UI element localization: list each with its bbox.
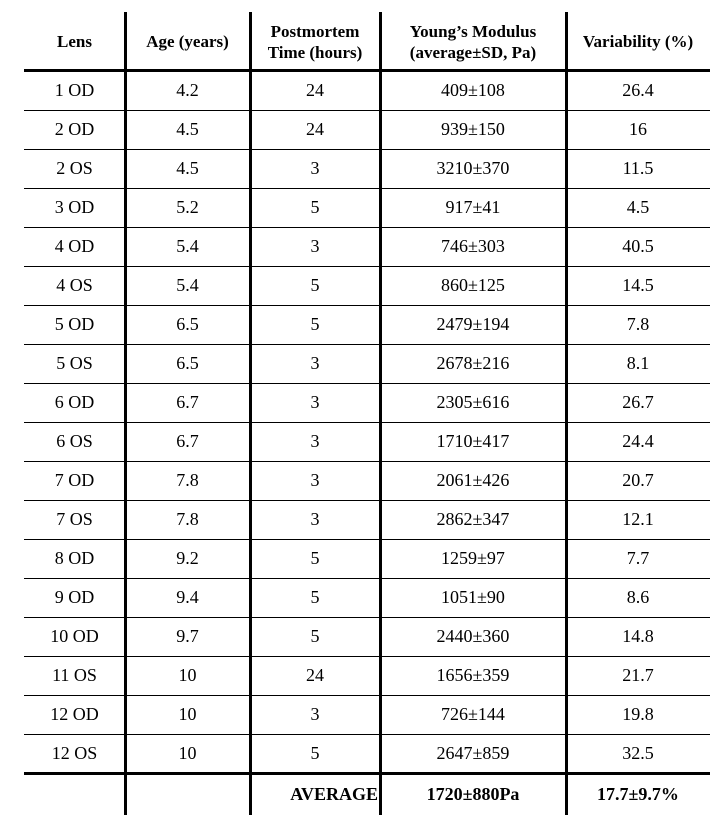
cell-youngs-modulus: 2305±616 (436, 392, 510, 412)
cell-age: 9.2 (176, 548, 199, 568)
cell-youngs-modulus: 2479±194 (436, 314, 510, 334)
cell-age: 6.5 (176, 314, 199, 334)
cell-variability: 8.1 (626, 353, 650, 373)
cell-lens: 11 OS (52, 665, 97, 685)
cell-postmortem-time: 24 (306, 80, 324, 100)
cell-variability: 16 (629, 119, 647, 139)
cell-lens: 7 OS (56, 509, 93, 529)
cell-variability: 24.4 (622, 431, 654, 451)
cell-youngs-modulus: 1051±90 (441, 587, 505, 607)
cell-variability: 40.5 (622, 236, 654, 256)
cell-postmortem-time: 5 (310, 548, 320, 568)
cell-lens: 12 OD (50, 704, 99, 724)
cell-postmortem-time: 3 (310, 353, 320, 373)
row-divider (24, 266, 710, 267)
header-lens: Lens (57, 32, 92, 51)
cell-variability: 14.8 (622, 626, 654, 646)
cell-variability: 8.6 (626, 587, 650, 607)
row-divider (24, 695, 710, 696)
cell-youngs-modulus: 1710±417 (436, 431, 510, 451)
cell-lens: 4 OD (54, 236, 95, 256)
cell-variability: 26.4 (622, 80, 654, 100)
cell-age: 5.4 (176, 275, 199, 295)
row-divider (24, 500, 710, 501)
cell-postmortem-time: 3 (310, 158, 320, 178)
row-divider (24, 578, 710, 579)
row-divider (24, 227, 710, 228)
cell-age: 6.7 (176, 431, 199, 451)
cell-age: 5.2 (176, 197, 199, 217)
cell-variability: 21.7 (622, 665, 654, 685)
cell-youngs-modulus: 1259±97 (441, 548, 505, 568)
cell-youngs-modulus: 860±125 (441, 275, 505, 295)
cell-variability: 26.7 (622, 392, 654, 412)
row-divider (24, 772, 710, 775)
cell-age: 5.4 (176, 236, 199, 256)
cell-lens: 9 OD (54, 587, 95, 607)
cell-youngs-modulus: 2678±216 (436, 353, 510, 373)
data-table (24, 12, 710, 815)
cell-youngs-modulus: 409±108 (441, 80, 505, 100)
row-divider (24, 110, 710, 111)
cell-postmortem-time: 3 (310, 431, 320, 451)
footer-average-variability: 17.7±9.7% (597, 783, 679, 804)
cell-variability: 14.5 (622, 275, 654, 295)
cell-lens: 3 OD (54, 197, 95, 217)
footer-average-modulus: 1720±880Pa (426, 783, 520, 804)
cell-postmortem-time: 5 (310, 275, 320, 295)
cell-postmortem-time: 3 (310, 470, 320, 490)
cell-lens: 5 OD (54, 314, 95, 334)
footer-blank-age (125, 773, 250, 815)
cell-youngs-modulus: 726±144 (441, 704, 505, 724)
cell-postmortem-time: 24 (306, 665, 324, 685)
row-divider (24, 734, 710, 735)
row-divider (24, 344, 710, 345)
cell-lens: 6 OS (56, 431, 93, 451)
cell-variability: 11.5 (622, 158, 654, 178)
cell-youngs-modulus: 2647±859 (436, 743, 510, 763)
cell-lens: 2 OD (54, 119, 95, 139)
cell-age: 9.7 (176, 626, 199, 646)
cell-postmortem-time: 24 (306, 119, 324, 139)
cell-variability: 20.7 (622, 470, 654, 490)
cell-youngs-modulus: 939±150 (441, 119, 505, 139)
cell-youngs-modulus: 2061±426 (436, 470, 510, 490)
cell-postmortem-time: 3 (310, 236, 320, 256)
row-divider (24, 69, 710, 72)
row-divider (24, 461, 710, 462)
cell-lens: 7 OD (54, 470, 95, 490)
cell-variability: 7.7 (626, 548, 650, 568)
header-age: Age (years) (146, 32, 229, 51)
cell-youngs-modulus: 2862±347 (436, 509, 510, 529)
cell-variability: 7.8 (626, 314, 650, 334)
row-divider (24, 656, 710, 657)
cell-postmortem-time: 5 (310, 743, 320, 763)
cell-postmortem-time: 3 (310, 509, 320, 529)
footer-blank-lens (24, 773, 125, 815)
cell-lens: 10 OD (50, 626, 99, 646)
header-postmortem-time: Postmortem Time (hours) (267, 21, 363, 62)
cell-youngs-modulus: 3210±370 (436, 158, 510, 178)
header-youngs-modulus: Young’s Modulus (average±SD, Pa) (409, 21, 537, 62)
row-divider (24, 149, 710, 150)
cell-youngs-modulus: 1656±359 (436, 665, 510, 685)
cell-age: 7.8 (176, 470, 199, 490)
cell-variability: 32.5 (622, 743, 654, 763)
cell-postmortem-time: 3 (310, 704, 320, 724)
cell-lens: 4 OS (56, 275, 93, 295)
cell-postmortem-time: 5 (310, 587, 320, 607)
row-divider (24, 539, 710, 540)
cell-postmortem-time: 5 (310, 197, 320, 217)
cell-lens: 6 OD (54, 392, 95, 412)
cell-postmortem-time: 5 (310, 626, 320, 646)
cell-variability: 4.5 (626, 197, 650, 217)
cell-lens: 12 OS (51, 743, 98, 763)
row-divider (24, 383, 710, 384)
row-divider (24, 188, 710, 189)
cell-variability: 19.8 (622, 704, 654, 724)
cell-postmortem-time: 3 (310, 392, 320, 412)
cell-age: 6.5 (176, 353, 199, 373)
cell-age: 6.7 (176, 392, 199, 412)
row-divider (24, 305, 710, 306)
cell-youngs-modulus: 917±41 (445, 197, 501, 217)
cell-age: 10 (178, 743, 197, 763)
cell-age: 4.5 (176, 158, 199, 178)
cell-youngs-modulus: 746±303 (441, 236, 505, 256)
cell-age: 4.5 (176, 119, 199, 139)
cell-postmortem-time: 5 (310, 314, 320, 334)
cell-age: 10 (178, 665, 197, 685)
cell-age: 7.8 (176, 509, 199, 529)
cell-lens: 2 OS (56, 158, 93, 178)
cell-youngs-modulus: 2440±360 (436, 626, 510, 646)
cell-variability: 12.1 (622, 509, 654, 529)
header-variability: Variability (%) (582, 32, 694, 51)
cell-lens: 8 OD (54, 548, 95, 568)
cell-lens: 1 OD (54, 80, 95, 100)
cell-age: 10 (178, 704, 197, 724)
row-divider (24, 617, 710, 618)
footer-average-label: AVERAGE (290, 783, 378, 804)
cell-lens: 5 OS (56, 353, 93, 373)
row-divider (24, 422, 710, 423)
cell-age: 4.2 (176, 80, 199, 100)
cell-age: 9.4 (176, 587, 199, 607)
